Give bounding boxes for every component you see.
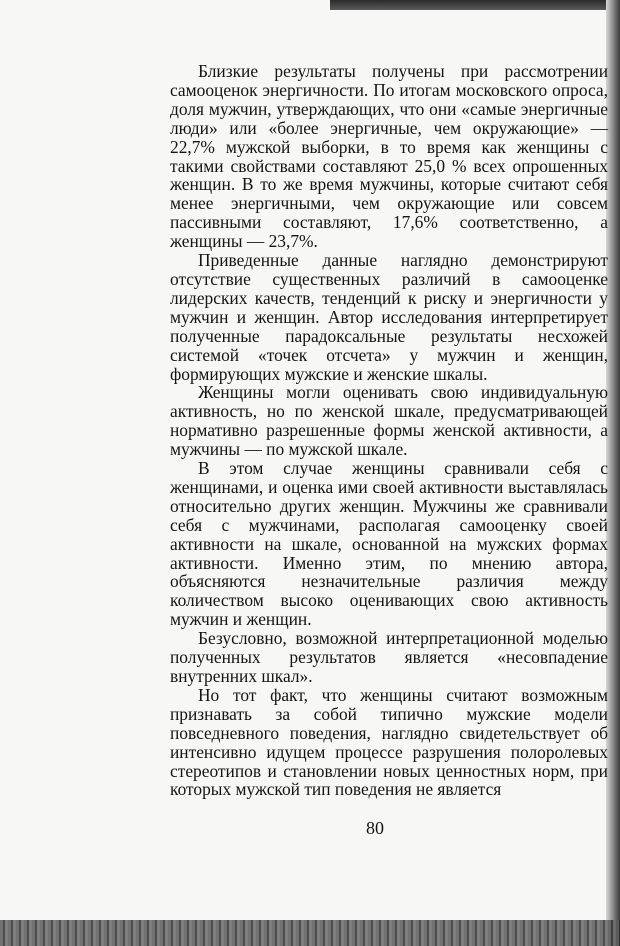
paragraph: Но тот факт, что женщины считают возможным признавать за собой типично мужские модели повседневного поведения, наглядно свидетельствует об интенсивно идущем процессе разрушения полоролевых стереотипов и становлении новых ценностных норм, при которых мужской тип поведения не является: [170, 684, 608, 800]
paragraph: Безусловно, возможной интерпретационной моделью полученных результатов является «несовпадение внутренних шкал».: [170, 628, 608, 686]
scan-shadow-top: [330, 0, 620, 10]
paragraph: Близкие результаты получены при рассмотрении самооценок энергичности. По итогам московского опроса, доля мужчин, утверждающих, что они «самые энергичные люди» или «более энергичные, чем окружающие» — 22,7% мужской выборки, в то время как женщины с такими свойствами составляют 25,0 % всех опрошенных женщин. В то же время мужчины, которые считают себя менее энергичными, чем окружающие или совсем пассивными составляют, 17,6% соответственно, а женщины — 23,7%.: [170, 61, 608, 252]
scan-shadow-bottom: [0, 920, 620, 946]
paragraph: В этом случае женщины сравнивали себя с женщинами, и оценка ими своей активности выставлялась относительно других женщин. Мужчины же сравнивали себя с мужчинами, располагая самооценку своей активности на шкале, основанной на мужских формах активности. Именно этим, по мнению автора, объясняются незначительные различия между количеством высоко оценивающих свою активность мужчин и женщин.: [170, 458, 608, 630]
scan-shadow-right: [606, 0, 620, 946]
page-number: 80: [366, 818, 384, 838]
paragraph: Приведенные данные наглядно демонстрируют отсутствие существенных различий в самооценке лидерских качеств, тенденций к риску и энергичности у мужчин и женщин. Автор исследования интерпретирует полученные парадоксальные результаты несхожей системой «точек отсчета» у мужчин и женщин, формирующих мужские и женские шкалы.: [170, 250, 608, 384]
body-text: [170, 62, 608, 799]
paragraph: Женщины могли оценивать свою индивидуальную активность, но по женской шкале, предусматривающей нормативно разрешенные формы женской активности, а мужчины — по мужской шкале.: [170, 382, 608, 460]
